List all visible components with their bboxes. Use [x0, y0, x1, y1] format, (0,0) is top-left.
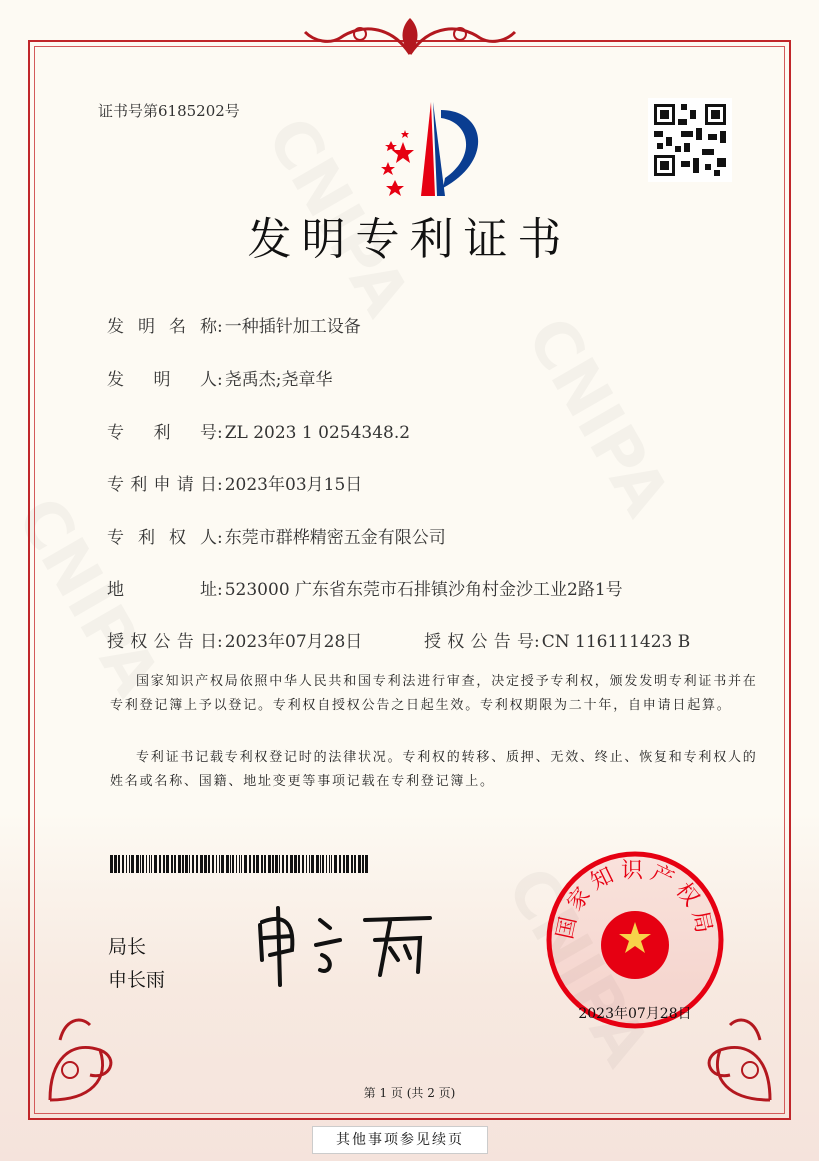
barcode-bar	[185, 855, 188, 873]
barcode-bar	[268, 855, 271, 873]
barcode-bar	[331, 855, 332, 873]
field-value: CN 116111423 B	[541, 632, 691, 652]
barcode-bar	[204, 855, 207, 873]
qr-code	[648, 98, 732, 182]
barcode-bar	[136, 855, 139, 873]
barcode-bar	[122, 855, 124, 873]
svg-text:2023年07月28日: 2023年07月28日	[578, 1006, 692, 1022]
field-address: 地址: 523000 广东省东莞市石排镇沙角村金沙工业2路1号	[107, 575, 623, 600]
barcode-bar	[343, 855, 345, 873]
barcode-bar	[282, 855, 284, 873]
barcode-bar	[279, 855, 280, 873]
barcode-bar	[334, 855, 337, 873]
paragraph-legal-status: 专利证书记载专利权登记时的法律状况。专利权的转移、质押、无效、终止、恢复和专利权人的姓名或名称、国籍、地址变更等事项记载在专利登记簿上。	[110, 750, 758, 789]
field-value: ZL 2023 1 0254348.2	[224, 423, 411, 443]
barcode-bar	[163, 855, 165, 873]
certificate-number: 证书号第6185202号	[98, 102, 240, 120]
field-value: 523000 广东省东莞市石排镇沙角村金沙工业2路1号	[224, 580, 623, 600]
barcode-bar	[290, 855, 293, 873]
field-application-date: 专利申请日: 2023年03月15日	[107, 470, 362, 495]
barcode-bar	[216, 855, 217, 873]
barcode-bar	[182, 855, 184, 873]
barcode-bar	[351, 855, 353, 873]
barcode-bar	[256, 855, 259, 873]
field-label: 授权公告号	[424, 632, 534, 652]
barcode-bar	[219, 855, 220, 873]
barcode-bar	[326, 855, 327, 873]
barcode-bar	[316, 855, 319, 873]
barcode-bar	[171, 855, 173, 873]
barcode-bar	[178, 855, 181, 873]
barcode-bar	[275, 855, 278, 873]
field-invention-name: 发明名称: 一种插针加工设备	[107, 312, 361, 337]
barcode-bar	[362, 855, 364, 873]
director-title: 局长	[108, 936, 147, 958]
barcode-bar	[309, 855, 310, 873]
barcode-bar	[249, 855, 251, 873]
barcode-bar	[129, 855, 130, 873]
barcode-bar	[346, 855, 349, 873]
barcode-bar	[174, 855, 176, 873]
field-patent-number: 专利号: ZL 2023 1 0254348.2	[107, 418, 410, 443]
page-number: 第 1 页 (共 2 页)	[363, 1086, 456, 1100]
barcode-bar	[146, 855, 147, 873]
field-value: 东莞市群桦精密五金有限公司	[224, 528, 446, 548]
barcode-bar	[149, 855, 150, 873]
field-label: 地址	[107, 580, 217, 600]
field-label: 专利号	[107, 423, 217, 443]
barcode-bar	[365, 855, 368, 873]
field-patentee: 专利权人: 东莞市群桦精密五金有限公司	[107, 523, 446, 548]
field-grant-date: 授权公告日: 2023年07月28日	[107, 627, 362, 652]
barcode-bar	[189, 855, 190, 873]
field-value: 尧禹杰;尧章华	[224, 370, 333, 390]
cnipa-logo	[355, 100, 495, 200]
field-value: 一种插针加工设备	[224, 317, 361, 337]
barcode-bar	[302, 855, 304, 873]
barcode-bar	[154, 855, 157, 873]
barcode-bar	[226, 855, 229, 873]
barcode-bar	[142, 855, 144, 873]
continued-notice: 其他事项参见续页	[312, 1126, 488, 1154]
field-value: 2023年07月28日	[224, 632, 363, 652]
barcode-bar	[166, 855, 169, 873]
barcode-bar	[140, 855, 141, 873]
barcode-bar	[151, 855, 152, 873]
barcode-bar	[221, 855, 224, 873]
field-value: 2023年03月15日	[224, 475, 363, 495]
barcode-bar	[253, 855, 255, 873]
barcode-bar	[118, 855, 120, 873]
field-label: 发明人	[107, 370, 217, 390]
field-label: 专利申请日	[107, 475, 217, 495]
barcode-bar	[200, 855, 203, 873]
field-label: 授权公告日	[107, 632, 217, 652]
certificate-title: 发明专利证书	[247, 214, 572, 265]
field-label: 专利权人	[107, 528, 217, 548]
barcode-bar	[241, 855, 242, 873]
barcode-bar	[126, 855, 127, 873]
director-name: 申长雨	[108, 969, 166, 991]
barcode-bar	[159, 855, 161, 873]
barcode-bar	[212, 855, 214, 873]
barcode-bar	[322, 855, 324, 873]
barcode	[110, 855, 370, 873]
barcode-bar	[236, 855, 237, 873]
director-signature	[250, 900, 440, 990]
barcode-bar	[239, 855, 240, 873]
barcode-bar	[264, 855, 266, 873]
barcode-bar	[110, 855, 113, 873]
barcode-bar	[244, 855, 247, 873]
paragraph-grant-statement: 国家知识产权局依照中华人民共和国专利法进行审查，决定授予专利权，颁发发明专利证书并在专利登记簿上予以登记。专利权自授权公告之日起生效。专利权期限为二十年，自申请日起算。	[110, 674, 758, 713]
field-inventors: 发明人: 尧禹杰;尧章华	[107, 365, 332, 390]
top-ornament	[300, 14, 520, 58]
barcode-bar	[192, 855, 194, 873]
official-seal	[545, 850, 725, 1030]
field-label: 发明名称	[107, 317, 217, 337]
barcode-bar	[311, 855, 314, 873]
field-grant-number: 授权公告号: CN 116111423 B	[424, 627, 690, 652]
barcode-bar	[230, 855, 231, 873]
barcode-bar	[358, 855, 361, 873]
barcode-bar	[131, 855, 134, 873]
barcode-bar	[298, 855, 300, 873]
barcode-bar	[196, 855, 198, 873]
barcode-bar	[354, 855, 356, 873]
svg-text:国家知识产权局: 国家知识产权局	[552, 858, 718, 942]
barcode-bar	[320, 855, 321, 873]
barcode-bar	[286, 855, 288, 873]
barcode-bar	[114, 855, 117, 873]
barcode-bar	[272, 855, 274, 873]
barcode-bar	[232, 855, 234, 873]
barcode-bar	[306, 855, 307, 873]
barcode-bar	[294, 855, 297, 873]
barcode-bar	[208, 855, 210, 873]
barcode-bar	[261, 855, 263, 873]
barcode-bar	[329, 855, 330, 873]
barcode-bar	[339, 855, 341, 873]
